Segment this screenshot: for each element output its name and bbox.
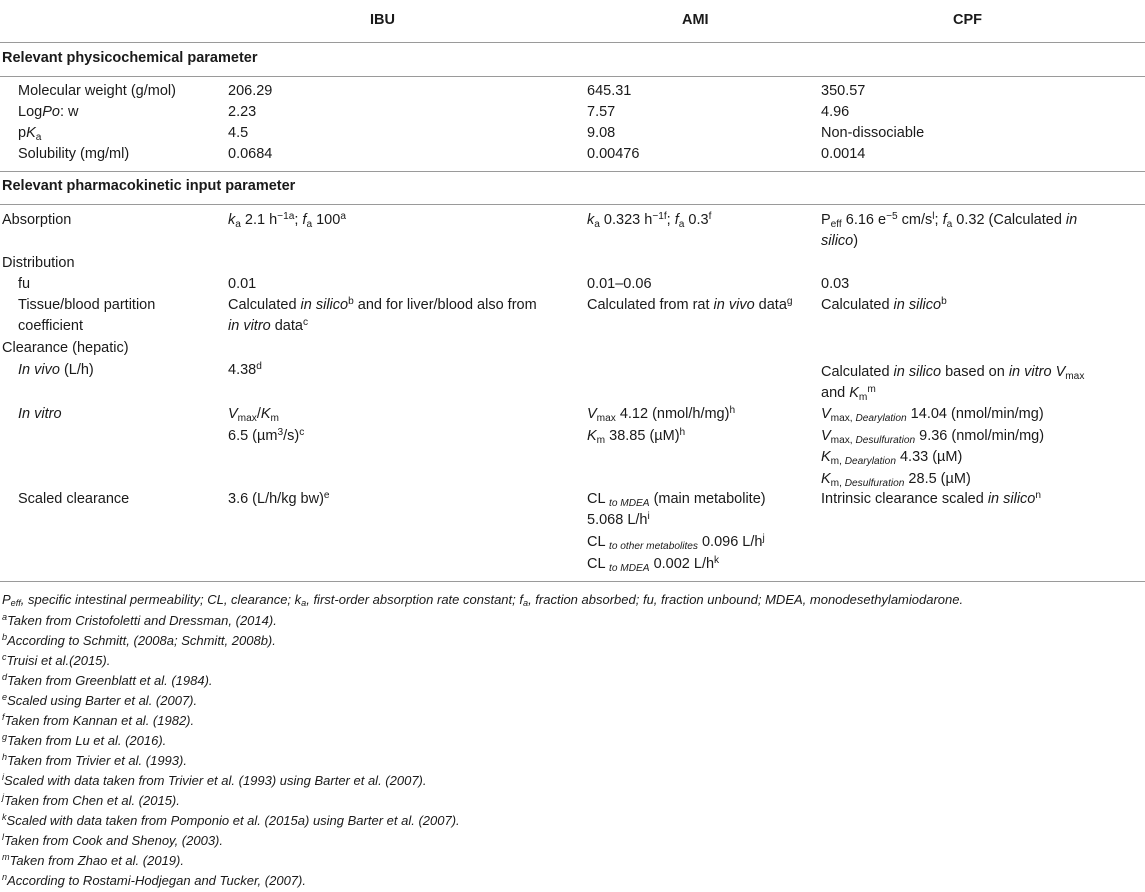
- ibu-invitro: $V_{max}/K_m$: [228, 406, 279, 424]
- cpf-value: 4.96: [821, 104, 850, 120]
- ami-invitro-cont: $K_m$ 38.85 $(\mu M)^h$: [587, 426, 686, 446]
- ami-value: 0.00476: [587, 146, 640, 162]
- row-label-absorption: Absorption: [2, 212, 72, 228]
- footnote: $^h$Taken from Trivier et al. (1993).: [2, 752, 187, 768]
- ami-value: 7.57: [587, 104, 616, 120]
- row-label: Solubility (mg/ml): [18, 146, 130, 162]
- ami-scaled-line: 5.068 $L/h^i$: [587, 510, 650, 528]
- section1-rule: [0, 76, 1145, 77]
- row-label-clearance: Clearance (hepatic): [2, 340, 129, 356]
- abbreviations-note: $P_{eff}$, specific intestinal permeability; CL, clearance; $k_a$, first-order absorption rate constant; $f_a$, fraction absorbed; fu, fraction unbound; MDEA, monodesethylamiodarone.: [2, 592, 964, 609]
- row-label: LogPo: w: [18, 104, 79, 120]
- ibu-fu: 0.01: [228, 276, 257, 292]
- table-bottom-rule: [0, 581, 1145, 582]
- cpf-fu: 0.03: [821, 276, 850, 292]
- cpf-value: 350.57: [821, 83, 866, 99]
- header-rule: [0, 42, 1145, 43]
- footnote: $^c$Truisi et al.(2015).: [2, 652, 111, 668]
- footnote: $^m$Taken from Zhao et al. (2019).: [2, 852, 184, 868]
- footnote: $^b$According to Schmitt, (2008a; Schmitt, 2008b).: [2, 632, 276, 648]
- section2-rule: [0, 204, 1145, 205]
- ibu-value: 206.29: [228, 83, 273, 99]
- ami-scaled-line: CL $_{to MDEA}$ 0.002 $L/h^k$: [587, 554, 720, 574]
- footnote: $^g$Taken from Lu et al. (2016).: [2, 732, 167, 748]
- ami-absorption: $k_a$ 0.323 $h^{-1f}$; $f_a$ 0.3$^f$: [587, 210, 712, 230]
- cpf-invivo: Calculated in silico based on in vitro $V_{max}$: [821, 364, 1085, 382]
- footnote: $^a$Taken from Cristofoletti and Dressman, (2014).: [2, 612, 277, 628]
- col-header-ibu: IBU: [370, 12, 395, 28]
- ami-tissue: Calculated from rat in vivo data$^g$: [587, 295, 793, 313]
- footnote: $^f$Taken from Kannan et al. (1982).: [2, 712, 195, 728]
- cpf-value: 0.0014: [821, 146, 866, 162]
- footnote: $^e$Scaled using Barter et al. (2007).: [2, 692, 198, 708]
- section-divider: [0, 171, 1145, 172]
- ibu-value: 2.23: [228, 104, 257, 120]
- ami-fu: 0.01–0.06: [587, 276, 652, 292]
- ami-scaled-line: CL $_{to other metabolites}$ 0.096 $L/h^j$: [587, 532, 765, 552]
- cpf-invitro-line: $V_{max, Desulfuration}$ 9.36 (nmol/min/mg): [821, 428, 1045, 446]
- row-label-invitro: In vitro: [18, 406, 62, 422]
- section-pharmacokinetic: Relevant pharmacokinetic input parameter: [2, 178, 296, 194]
- footnote: $^i$Scaled with data taken from Trivier et al. (1993) using Barter et al. (2007).: [2, 772, 427, 788]
- footnote: $^k$Scaled with data taken from Pomponio et al. (2015a) using Barter et al. (2007).: [2, 812, 460, 828]
- cpf-absorption: $P_{eff}$ 6.16 $e^{-5}$ $cm/s^l$; $f_a$ 0.32 (Calculated in: [821, 210, 1078, 230]
- row-label-distribution: Distribution: [2, 255, 75, 271]
- cpf-absorption-cont: silico): [821, 233, 859, 249]
- row-label-tissue: Tissue/blood partition: [18, 297, 156, 313]
- cpf-tissue: Calculated in silico$^b$: [821, 295, 947, 313]
- row-label-tissue-cont: coefficient: [18, 318, 84, 334]
- ibu-tissue-cont: in vitro data$^c$: [228, 316, 309, 334]
- row-label-scaled: Scaled clearance: [18, 491, 130, 507]
- cpf-invitro-line: $K_{m, Dearylation}$ 4.33 (µM): [821, 449, 963, 467]
- ibu-value: 0.0684: [228, 146, 273, 162]
- footnote: $^n$According to Rostami-Hodjegan and Tucker, (2007).: [2, 872, 306, 888]
- row-label: $pK_a$: [18, 125, 42, 143]
- row-label-invivo: In vivo (L/h): [18, 362, 94, 378]
- cpf-invitro-line: $V_{max, Dearylation}$ 14.04 (nmol/min/mg): [821, 406, 1044, 424]
- ibu-invitro-cont: 6.5 $(\mu m^3/s)^c$: [228, 426, 305, 444]
- ami-scaled-line: CL $_{to MDEA}$ (main metabolite): [587, 491, 766, 509]
- ami-value: 9.08: [587, 125, 616, 141]
- cpf-invitro-line: $K_{m, Desulfuration}$ 28.5 (µM): [821, 471, 971, 489]
- ibu-absorption: $k_a$ 2.1 $h^{-1a}$; $f_a$ 100$^a$: [228, 210, 346, 230]
- ami-invitro: $V_{max}$ 4.12 (nmol/h/mg)$^h$: [587, 404, 736, 424]
- footnote: $^d$Taken from Greenblatt et al. (1984).: [2, 672, 213, 688]
- ibu-invivo: 4.38$^d$: [228, 360, 262, 378]
- footnote: $^l$Taken from Cook and Shenoy, (2003).: [2, 832, 223, 848]
- ibu-value: 4.5: [228, 125, 249, 141]
- ibu-tissue: Calculated in silico$^b$ and for liver/blood also from: [228, 295, 537, 313]
- cpf-scaled: Intrinsic clearance scaled in silico$^n$: [821, 489, 1042, 507]
- row-label: Molecular weight (g/mol): [18, 83, 176, 99]
- col-header-ami: AMI: [682, 12, 709, 28]
- row-label-fu: fu: [18, 276, 31, 292]
- cpf-invivo-cont: and $K_m^m$: [821, 383, 876, 403]
- cpf-value: Non-dissociable: [821, 125, 925, 141]
- col-header-cpf: CPF: [953, 12, 982, 28]
- footnote: $^j$Taken from Chen et al. (2015).: [2, 792, 180, 808]
- section-physicochemical: Relevant physicochemical parameter: [2, 50, 258, 66]
- ibu-scaled: 3.6 (L/h/kg bw)$^e$: [228, 489, 330, 507]
- ami-value: 645.31: [587, 83, 632, 99]
